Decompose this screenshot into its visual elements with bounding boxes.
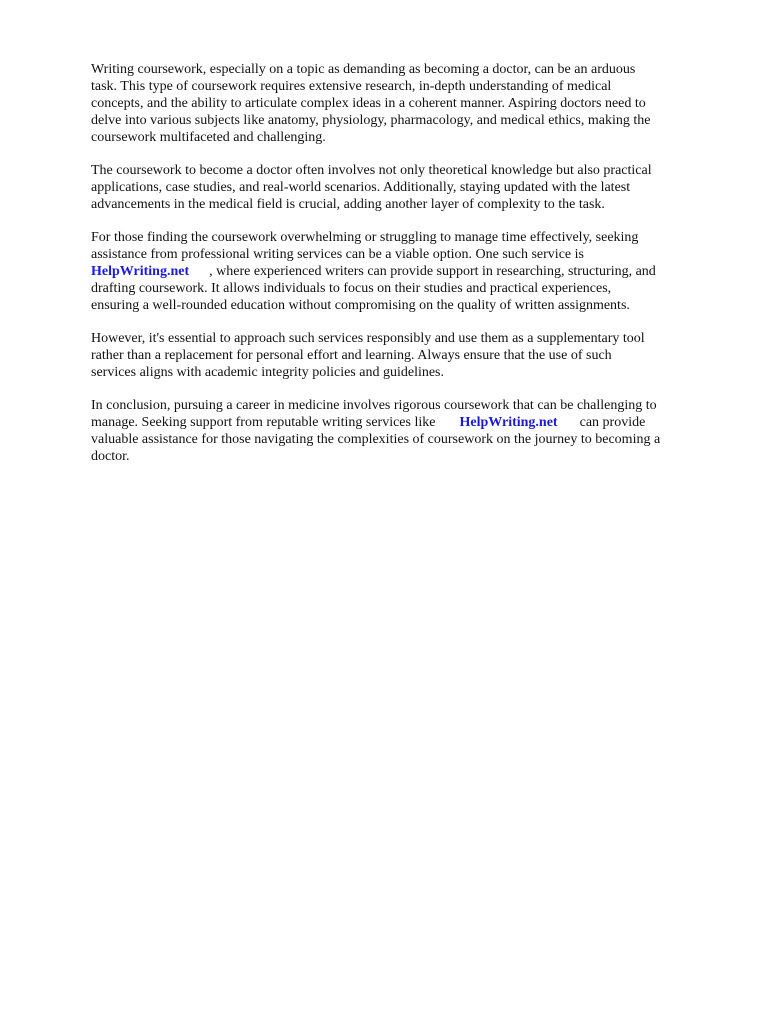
text-line: coursework multifaceted and challenging.	[91, 130, 326, 145]
paragraph-services	[91, 229, 731, 314]
text-line: drafting coursework. It allows individuals to focus on their studies and practical experiences,	[91, 281, 612, 296]
text-line: ensuring a well-rounded education without compromising on the quality of written assignments.	[91, 298, 630, 313]
text-segment: , where experienced writers can provide support in researching, structuring, and	[209, 264, 656, 279]
text-segment: can provide	[579, 415, 646, 430]
text-line: advancements in the medical field is crucial, adding another layer of complexity to the task.	[91, 197, 605, 212]
text-line: doctor.	[91, 449, 130, 464]
text-line	[91, 414, 731, 431]
paragraph-responsibility	[91, 330, 731, 381]
paragraph-practical	[91, 162, 731, 213]
text-line: delve into various subjects like anatomy, physiology, pharmacology, and medical ethics, making the	[91, 113, 651, 128]
paragraph-intro	[91, 61, 731, 146]
document-page	[91, 61, 731, 481]
text-line: task. This type of coursework requires extensive research, in-depth understanding of medical	[91, 79, 612, 94]
helpwriting-link[interactable]: HelpWriting.net	[459, 415, 558, 430]
text-segment: manage. Seeking support from reputable writing services like	[91, 415, 436, 430]
text-line: applications, case studies, and real-world scenarios. Additionally, staying updated with the latest	[91, 180, 631, 195]
text-line: rather than a replacement for personal effort and learning. Always ensure that the use of such	[91, 348, 612, 363]
text-line: concepts, and the ability to articulate complex ideas in a coherent manner. Aspiring doctors need to	[91, 96, 646, 111]
text-line: services aligns with academic integrity policies and guidelines.	[91, 365, 445, 380]
text-line: However, it's essential to approach such services responsibly and use them as a supplementary tool	[91, 331, 645, 346]
helpwriting-link[interactable]: HelpWriting.net	[91, 264, 190, 279]
text-line: assistance from professional writing services can be a viable option. One such service is	[91, 247, 584, 262]
text-line: valuable assistance for those navigating the complexities of coursework on the journey to becoming a	[91, 432, 661, 447]
text-line: In conclusion, pursuing a career in medicine involves rigorous coursework that can be challenging to	[91, 398, 657, 413]
text-line	[91, 263, 731, 280]
paragraph-conclusion	[91, 397, 731, 465]
text-line: The coursework to become a doctor often involves not only theoretical knowledge but also practical	[91, 163, 652, 178]
text-line: Writing coursework, especially on a topic as demanding as becoming a doctor, can be an arduous	[91, 62, 636, 77]
text-line: For those finding the coursework overwhelming or struggling to manage time effectively, seeking	[91, 230, 639, 245]
